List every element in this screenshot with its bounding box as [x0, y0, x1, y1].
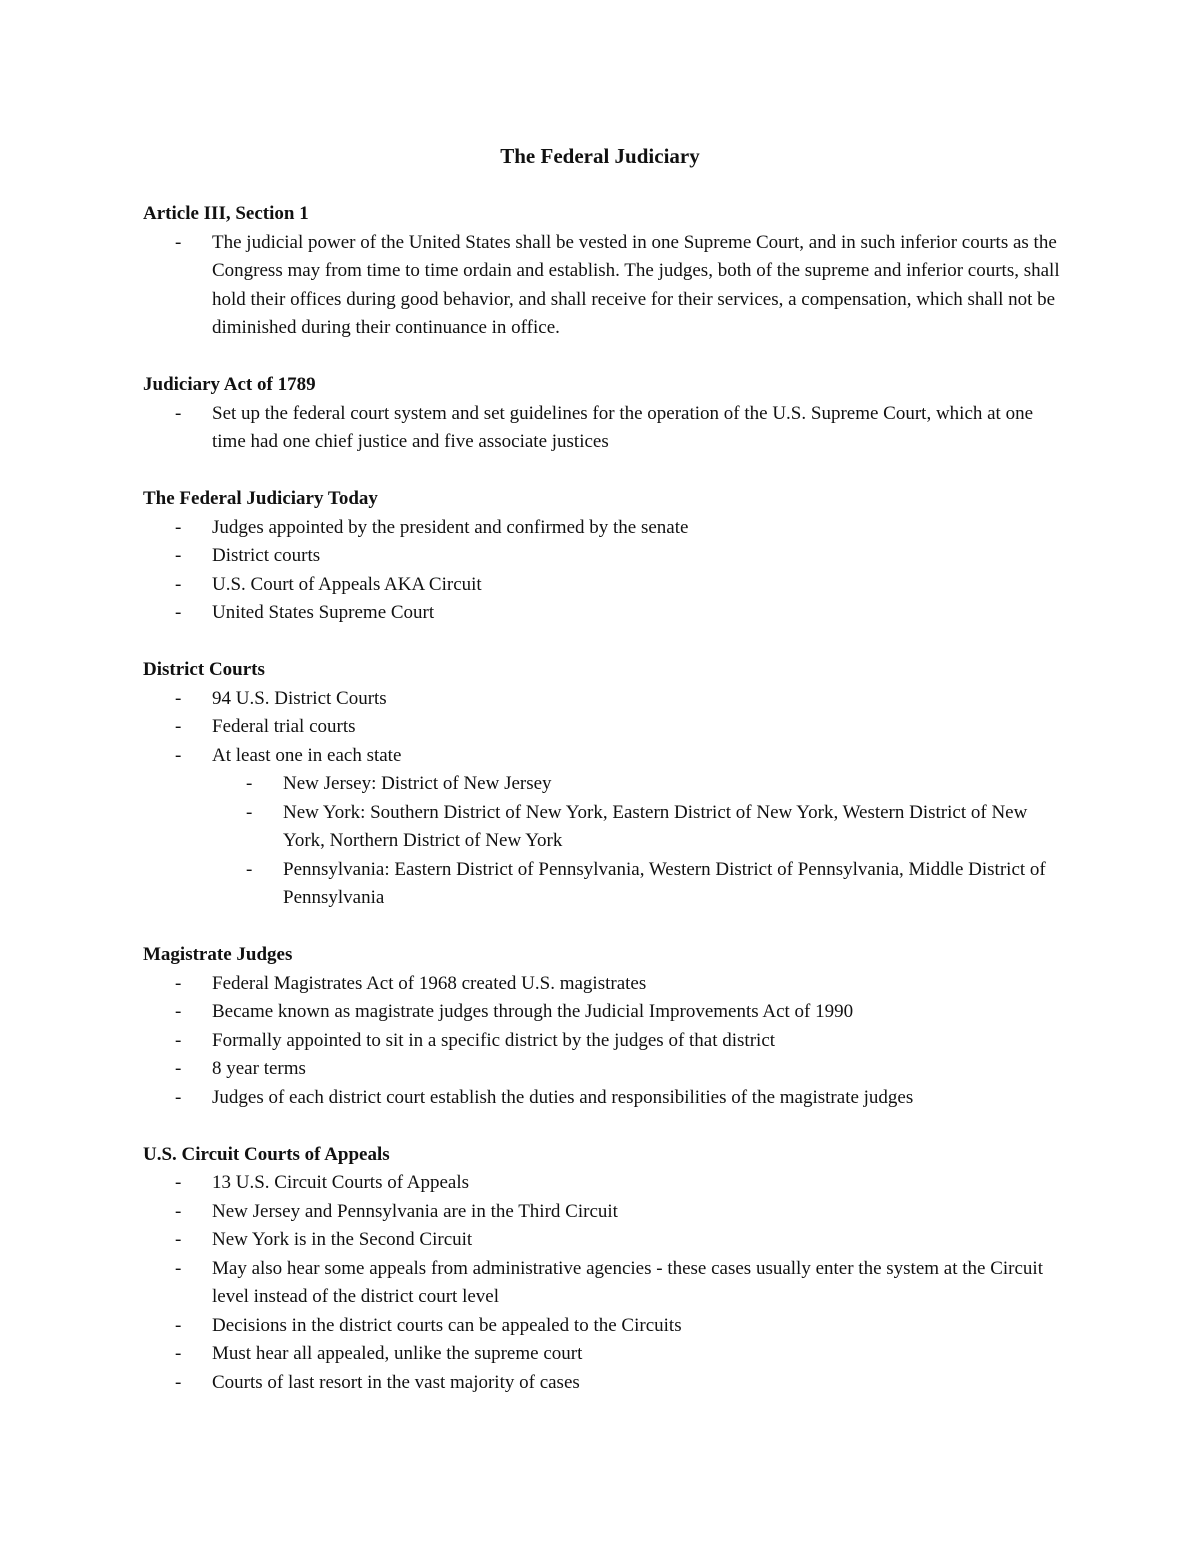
- list-item-text: District courts: [212, 545, 321, 566]
- bullet-dash: -: [175, 545, 182, 566]
- bullet-dash: -: [175, 231, 182, 253]
- bullet-list: [143, 685, 1063, 913]
- section-heading: U.S. Circuit Courts of Appeals: [143, 1143, 390, 1165]
- list-item-text: Became known as magistrate judges through the Judicial Improvements Act of 1990: [212, 1001, 854, 1022]
- bullet-dash: -: [175, 1172, 182, 1193]
- bullet-dash: -: [175, 1086, 182, 1108]
- bullet-dash: -: [175, 744, 182, 766]
- section-circuit-courts: [143, 1141, 1063, 1398]
- list-item: [143, 1055, 1063, 1084]
- bullet-list: [143, 400, 1063, 457]
- list-item-text: Federal Magistrates Act of 1968 created U.S. magistrates: [212, 972, 647, 994]
- document-title: The Federal Judiciary: [500, 144, 700, 168]
- list-item: [143, 1226, 1063, 1255]
- sub-list-item-text: New Jersey: District of New Jersey: [283, 773, 552, 794]
- bullet-dash: -: [246, 801, 253, 823]
- section-heading: Judiciary Act of 1789: [143, 374, 316, 395]
- bullet-list: [143, 229, 1063, 343]
- list-item: [143, 1084, 1063, 1113]
- bullet-list: [143, 514, 1063, 628]
- list-item: [143, 542, 1063, 571]
- section-heading: District Courts: [143, 659, 265, 680]
- sub-list-item: [212, 799, 1063, 856]
- bullet-dash: -: [175, 1200, 182, 1222]
- list-item-text: The judicial power of the United States shall be vested in one Supreme Court, and in such inferior courts as the Congress may from time to time ordain and establish. The judges, both of the supreme and inferior courts, shall hold their offices during good behavior, and shall receive for their services, a compensation, which shall not be diminished during their continuance in office.: [212, 231, 1060, 338]
- list-item: [143, 1312, 1063, 1341]
- section-magistrate-judges: [143, 941, 1063, 1112]
- list-item: [143, 514, 1063, 543]
- list-item-text: 13 U.S. Circuit Courts of Appeals: [212, 1172, 470, 1193]
- bullet-dash: -: [175, 1229, 182, 1250]
- list-item: [143, 685, 1063, 714]
- section-judiciary-act: [143, 371, 1063, 457]
- list-item-text: United States Supreme Court: [212, 602, 435, 623]
- bullet-dash: -: [175, 716, 182, 737]
- section-article-iii: [143, 200, 1063, 343]
- bullet-dash: -: [175, 573, 182, 595]
- list-item: [143, 713, 1063, 742]
- list-item: [143, 970, 1063, 999]
- list-item: [143, 1340, 1063, 1369]
- list-item-text: Federal trial courts: [212, 716, 356, 737]
- list-item: [143, 1198, 1063, 1227]
- bullet-dash: -: [175, 1371, 182, 1393]
- bullet-dash: -: [246, 773, 253, 794]
- bullet-dash: -: [175, 1257, 182, 1279]
- bullet-dash: -: [175, 972, 182, 994]
- list-item: [143, 599, 1063, 628]
- bullet-dash: -: [175, 687, 182, 709]
- bullet-dash: -: [175, 1343, 182, 1364]
- sub-list-item: [212, 856, 1063, 913]
- bullet-dash: -: [175, 402, 182, 424]
- list-item-text: Decisions in the district courts can be appealed to the Circuits: [212, 1314, 682, 1336]
- list-item-text: New Jersey and Pennsylvania are in the Third Circuit: [212, 1200, 618, 1222]
- section-heading: Magistrate Judges: [143, 944, 293, 965]
- list-item-text: May also hear some appeals from administrative agencies - these cases usually enter the system at the Circuit level instead of the district court level: [212, 1257, 1043, 1307]
- list-item-text: U.S. Court of Appeals AKA Circuit: [212, 573, 482, 595]
- bullet-dash: -: [246, 858, 253, 880]
- bullet-dash: -: [175, 1029, 182, 1051]
- bullet-dash: -: [175, 1058, 182, 1079]
- list-item: [143, 1169, 1063, 1198]
- sub-bullet-list: [212, 770, 1063, 913]
- sub-list-item-text: Pennsylvania: Eastern District of Pennsylvania, Western District of Pennsylvania, Middle District of Pennsylvania: [283, 858, 1046, 908]
- list-item-text: Courts of last resort in the vast majority of cases: [212, 1371, 580, 1393]
- bullet-list: [143, 1169, 1063, 1397]
- list-item-text: Judges appointed by the president and confirmed by the senate: [212, 516, 689, 538]
- list-item-text: Set up the federal court system and set guidelines for the operation of the U.S. Supreme Court, which at one time had one chief justice and five associate justices: [212, 402, 1034, 452]
- list-item: [143, 400, 1063, 457]
- bullet-dash: -: [175, 602, 182, 623]
- section-district-courts: [143, 656, 1063, 913]
- list-item-text: Must hear all appealed, unlike the supreme court: [212, 1343, 583, 1364]
- list-item-text: 8 year terms: [212, 1058, 306, 1079]
- list-item: [143, 1369, 1063, 1398]
- bullet-list: [143, 970, 1063, 1113]
- list-item: [143, 742, 1063, 913]
- sub-list-item-text: New York: Southern District of New York, Eastern District of New York, Western District of New York, Northern District of New York: [283, 801, 1028, 851]
- list-item: [143, 998, 1063, 1027]
- section-federal-judiciary-today: [143, 485, 1063, 628]
- bullet-dash: -: [175, 1001, 182, 1022]
- list-item: [143, 1255, 1063, 1312]
- section-heading: The Federal Judiciary Today: [143, 488, 378, 509]
- bullet-dash: -: [175, 516, 182, 538]
- list-item-text: New York is in the Second Circuit: [212, 1229, 473, 1250]
- list-item-text: 94 U.S. District Courts: [212, 687, 387, 709]
- list-item-text: At least one in each state: [212, 744, 402, 766]
- list-item-text: Formally appointed to sit in a specific district by the judges of that district: [212, 1029, 776, 1051]
- list-item: [143, 229, 1063, 343]
- list-item-text: Judges of each district court establish the duties and responsibilities of the magistrate judges: [212, 1086, 914, 1108]
- list-item: [143, 1027, 1063, 1056]
- list-item: [143, 571, 1063, 600]
- sub-list-item: [212, 770, 1063, 799]
- document-body: [143, 200, 1063, 1426]
- section-heading: Article III, Section 1: [143, 203, 309, 224]
- bullet-dash: -: [175, 1314, 182, 1336]
